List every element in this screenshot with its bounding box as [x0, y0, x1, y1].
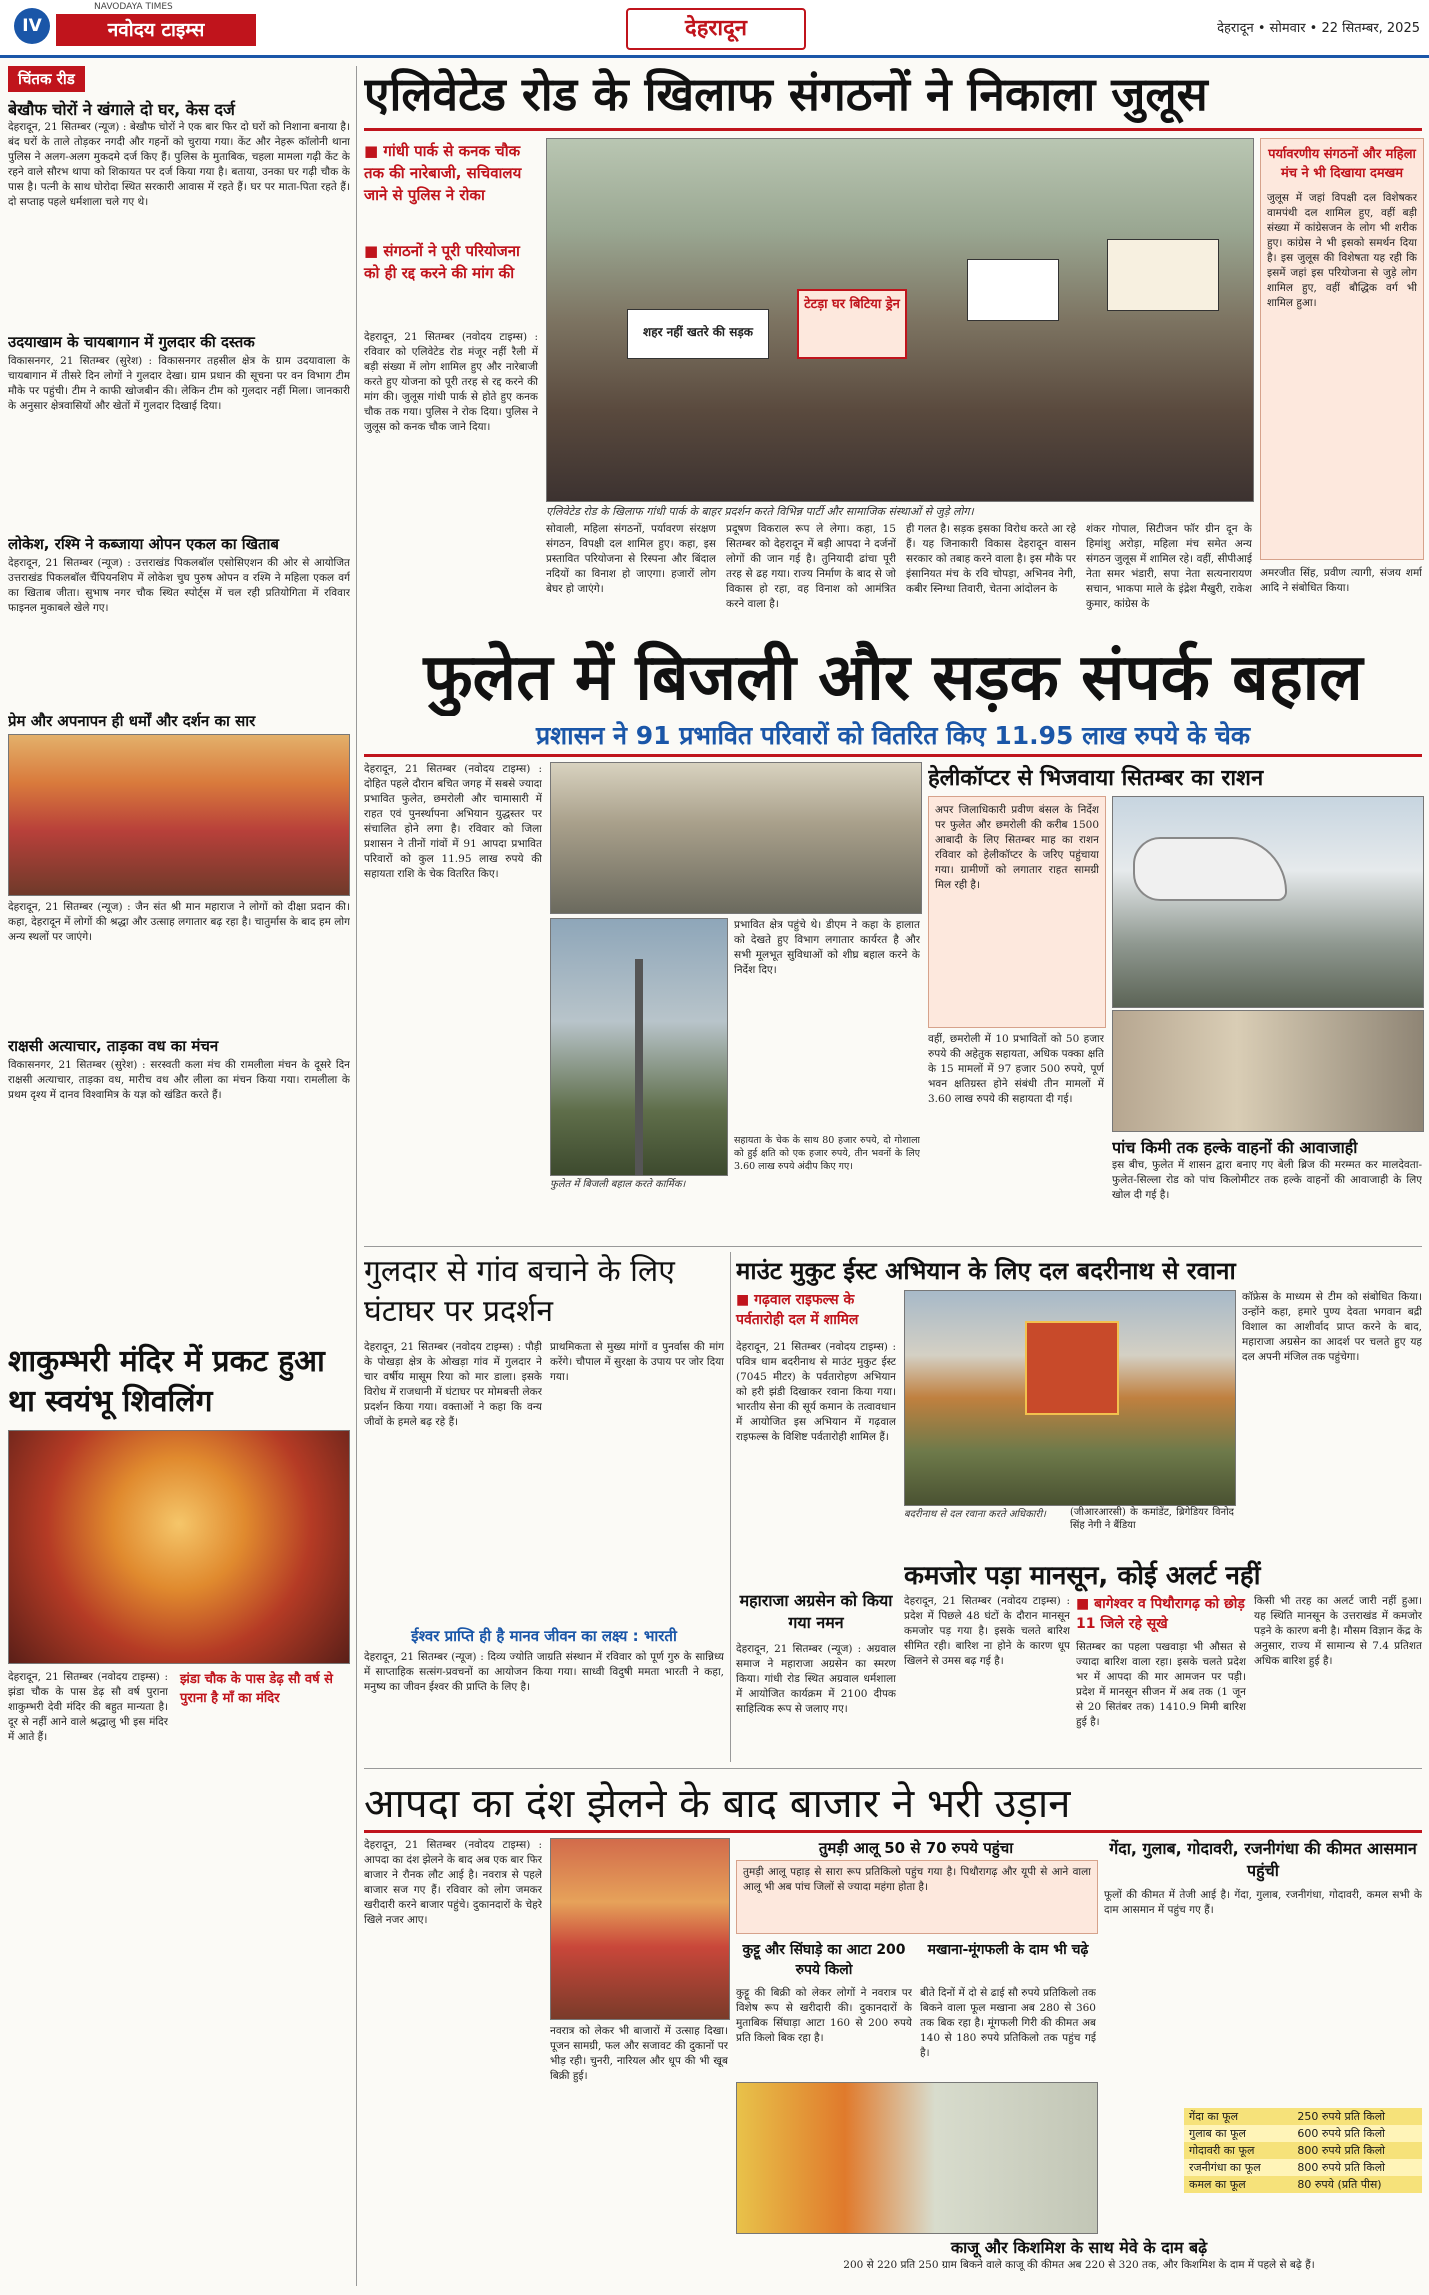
kuttu-body: कुट्टू की बिक्री को लेकर लोगों ने नवरात्र पर विशेष रूप से खरीदारी की। दुकानदारों के मुताबिक सिंघाड़ा आटा 160 से 200 रुपये प्रति किलो बिक रहा है।	[736, 1987, 912, 2044]
story-leopard-body: विकासनगर, 21 सितम्बर (सुरेश) : विकासनगर तहसील क्षेत्र के ग्राम उदयावाला के चायबागान में तीसरे दिन लोगों ने गुलदार देखा। ग्राम प्रधान की सूचना पर वन विभाग टीम मौके पर पहुंची। टीम ने काफी खोजबीन की। लेकिन टीम को गुलदार नहीं मिला। जानकारी के अनुसार क्षेत्रवासियों और खेतों में गुलदार दिखाई दिया।	[8, 355, 350, 412]
story-pickleball-body: देहरादून, 21 सितम्बर (न्यूज) : उत्तराखंड पिकलबॉल एसोसिएशन की ओर से आयोजित उत्तराखंड पिकलबॉल चैंपियनशिप में लोकेश चुघ पुरुष ओपन व रश्मि ने महिला एकल वर्ग का खिताब जीता। सुभाष नगर चौक स्थित स्पोर्ट्स में चल रही प्रतियोगिता में रविवार फाइनल मुकाबले खेले गए।	[8, 557, 350, 614]
lead-headline: एलिवेटेड रोड के खिलाफ संगठनों ने निकाला जुलूस	[364, 67, 1208, 121]
price-value: 800 रुपये प्रति किलो	[1297, 2161, 1386, 2174]
brand-small: NAVODAYA TIMES	[94, 2, 173, 12]
kuttu-headline: कुट्टू और सिंघाड़े का आटा 200 रुपये किलो	[742, 1942, 906, 1978]
story-thieves-body: देहरादून, 21 सितम्बर (न्यूज) : बेखौफ चोरों ने एक बार फिर दो घरों को निशाना बनाया है। बंद घरों के ताले तोड़कर नगदी और गहनों को चुराया गया। केंट और नेहरू कॉलोनी थाना पुलिस ने अलग-अलग मुकदमे दर्ज किए हैं। पुलिस के मुताबिक, चहला मामला गढ़ी केंट के रहने वाले सौरभ थापा को शिकायत पर दर्ज किया गया है। बताया, उनका घर गढ़ी चौक के पास है। पत्नी के साथ घोरोदा स्थित सरकारी आवास में रहते हैं। घर पर माता-पिता रहते हैं। दो सप्ताह पहले धर्मशाला चले गए थे।	[8, 121, 350, 208]
protest-photo-caption: एलिवेटेड रोड के खिलाफ गांधी पार्क के बाहर प्रदर्शन करते विभिन्न पार्टी और सामाजिक संस्थाओं से जुड़े लोग।	[546, 505, 974, 518]
market-body: देहरादून, 21 सितम्बर (नवोदय टाइम्स) : आपदा का दंश झेलने के बाद अब एक बार फिर बाजार ने रौनक लौट आई है। नवरात्र से पहले बाजार सज गए हैं। रविवार को लोग जमकर खरीदारी करने बाजार पहुंचे। दुकानदारों के चेहरे खिले नजर आए।	[364, 1839, 542, 1926]
protest-banner-3	[967, 259, 1059, 321]
table-row	[1184, 2125, 1422, 2142]
helicopter-photo	[1112, 796, 1424, 1008]
heavy-vehicles-body: इस बीच, फुलेत में शासन द्वारा बनाए गए बेली ब्रिज की मरम्मत कर मालदेवता-फुलेत-सिल्ला रोड को पांच किलोमीटर तक हल्के वाहनों की आवाजाही के लिए खोल दी गई है।	[1112, 1159, 1422, 1201]
protest-banner-1: टेटड़ा घर बिटिया ड्रेन	[797, 289, 907, 359]
monsoon-body-2: सितम्बर का पहला पखवाड़ा भी औसत से ज्यादा बारिश वाला रहा। इसके चलते प्रदेश भर में आपदा की मार आमजन पर पड़ी। प्रदेश में मानसून सीजन में अब तक (1 जून से 20 सितंबर तक) 1410.9 मिमी बारिश हुई है।	[1076, 1641, 1246, 1728]
helicopter-sidebar	[928, 796, 1106, 1028]
story-pickleball-headline: लोकेश, रश्मि ने कब्जाया ओपन एकल का खिताब	[8, 535, 279, 553]
cheque-distribution-photo	[550, 762, 922, 914]
story-shakumbhari-subhead: झंडा चौक के पास डेढ़ सौ वर्ष से पुराना है माँ का मंदिर	[180, 1672, 333, 1706]
story-ramlila-headline: राक्षसी अत्याचार, ताड़का वध का मंचन	[8, 1037, 219, 1055]
mukut-body: देहरादून, 21 सितम्बर (नवोदय टाइम्स) : पवित्र धाम बदरीनाथ से माउंट मुकुट ईस्ट (7045 मीटर) के पर्वतारोहण अभियान को हरी झंडी दिखाकर रवाना किया गया। भारतीय सेना की सूर्य कमान के तत्वावधान में आयोजित इस अभियान में गढ़वाल राइफल्स के विशिष्ट पर्वतारोही शामिल हैं।	[736, 1341, 896, 1443]
fulet-rule	[364, 754, 1422, 757]
price-item: रजनीगंधा का फूल	[1189, 2161, 1261, 2174]
monsoon-body: देहरादून, 21 सितम्बर (नवोदय टाइम्स) : प्रदेश में पिछले 48 घंटों के दौरान मानसून कमजोर पड़ गया है। इसके चलते बारिश सीमित रही। बारिश ना होने के कारण धूप खिलने से उमस बढ़ गई है।	[904, 1595, 1070, 1667]
story-love-body: देहरादून, 21 सितम्बर (न्यूज) : जैन संत श्री मान महाराज ने लोगों को दीक्षा प्रदान की। कहा, देहरादून में लोगों की श्रद्धा और उत्साह लगातार बढ़ रहा है। चातुर्मास के बाद हम लोग अन्य स्थलों पर जाएंगे।	[8, 901, 350, 943]
mid-section-rule	[364, 1246, 1422, 1247]
makhana-headline: मखाना-मूंगफली के दाम भी चढ़े	[927, 1942, 1089, 1958]
ration-photo	[1112, 1010, 1424, 1132]
lead-sidebar	[1260, 138, 1424, 560]
monsoon-headline: कमजोर पड़ा मानसून, कोई अलर्ट नहीं	[904, 1561, 1261, 1591]
dry-fruit-body: 200 से 220 प्रति 250 ग्राम बिकने वाले काजू की कीमत अब 220 से 320 तक, और किशमिश के दाम में पहले से बढ़े हैं।	[843, 2259, 1315, 2271]
story-ramlila-body: विकासनगर, 21 सितम्बर (सुरेश) : सरस्वती कला मंच की रामलीला मंचन के दूसरे दिन राक्षसी अत्याचार, ताड़का वध, मारीच वध और लीला का मंचन किया गया। रामलीला के प्रथम दृश्य में दानव विश्वामित्र के यज्ञ को खंडित करते हैं।	[8, 1059, 350, 1101]
lead-body-4: ही गलत है। सड़क इसका विरोध करते आ रहे हैं। यह जिनाकारी विकास देहरादून वासन सरकार को तबाह करने वाला है। इस मौके पर इंसानियत मंच के रवि चोपड़ा, अभिनव नेगी, कबीर स्निग्धा तिवारी, चेतना आंदोलन के	[906, 523, 1076, 595]
helicopter-body: अपर जिलाधिकारी प्रवीण बंसल के निर्देश पर फुलेत और छमरोली की करीब 1500 आबादी के लिए सितम्बर माह का राशन रविवार को हेलीकॉप्टर के जरिए पहुंचाया गया। ग्रामीणों को लगातार राहत सामग्री मिल रही है।	[935, 804, 1099, 891]
price-item: गेंदा का फूल	[1189, 2110, 1239, 2123]
lead-body-5: शंकर गोपाल, सिटीजन फॉर ग्रीन दून के हिमांशु अरोड़ा, महिला मंच समेत अन्य संगठन जुलूस में शामिल रहे। वहीं, सीपीआई नेता समर भंडारी, सपा नेता सत्यनारायण सचान, भाकपा माले के इंद्रेश मैखुरी, राकेश कुमार, कांग्रेस के	[1086, 523, 1252, 610]
page-number: IV	[14, 8, 50, 44]
market-photo	[550, 1838, 730, 2020]
market-body-2: नवरात्र को लेकर भी बाजारों में उत्साह दिखा। पूजन सामग्री, फल और सजावट की दुकानों पर भीड़ रही। चुनरी, नारियल और धूप की भी खूब बिक्री हुई।	[550, 2025, 728, 2082]
protest-photo	[546, 138, 1254, 502]
mukut-kicker-text: गढ़वाल राइफल्स के पर्वतारोही दल में शामिल	[736, 1292, 859, 1328]
table-row	[1184, 2159, 1422, 2176]
fulet-subhead: प्रशासन ने 91 प्रभावित परिवारों को वितरित किए 11.95 लाख रुपये के चेक	[535, 721, 1251, 750]
lead-sidebar-headline: पर्यावरणीय संगठनों और महिला मंच ने भी दिखाया दमखम	[1268, 147, 1416, 181]
guldar-headline: गुलदार से गांव बचाने के लिए घंटाघर पर प्रदर्शन	[364, 1254, 675, 1329]
protest-banner-2: शहर नहीं खतरे की सड़क	[627, 309, 769, 359]
story-love-headline: प्रेम और अपनापन ही धर्मों और दर्शन का सार	[8, 712, 256, 730]
lead-body: देहरादून, 21 सितम्बर (नवोदय टाइम्स) : रविवार को एलिवेटेड रोड मंजूर नहीं रैली में बड़ी संख्या में लोग शामिल हुए और नारेबाजी करते हुए योजना को पूरी तरह से रद्द करने की मांग की। जुलूस गांधी पार्क से होते हुए कनक चौक तक गया। पुलिस ने रोक दिया। पुलिस ने जुलूस को कनक चौक जाने दिया।	[364, 331, 538, 433]
monsoon-kicker: ■ बागेश्वर व पिथौरागढ़ को छोड़ 11 जिले रहे सूखे	[1076, 1596, 1245, 1632]
helicopter-headline: हेलीकॉप्टर से भिजवाया सितम्बर का राशन	[928, 766, 1264, 791]
masthead-rule	[0, 55, 1429, 58]
lead-kicker-1: ■ गांधी पार्क से कनक चौक तक की नारेबाजी, सचिवालय जाने से पुलिस ने रोका	[364, 142, 522, 204]
mukut-caption-2: (जीआरआरसी) के कमांडेंट, ब्रिगेडियर विनोद सिंह नेगी ने बैंडिया	[1070, 1507, 1234, 1531]
left-column-rule	[356, 66, 357, 2286]
jain-gathering-photo	[8, 734, 350, 896]
guldar-rule	[730, 1252, 731, 1762]
fulet-headline: फुलेत में बिजली और सड़क संपर्क बहाल	[423, 641, 1363, 715]
lead-headline-rule	[364, 128, 1422, 131]
fulet-body-1: देहरादून, 21 सितम्बर (नवोदय टाइम्स) : दोहित पहले दौरान बचित जगह में सबसे ज्यादा प्रभावित फुलेत, छमरोली और चामासारी में राहत एवं पुनर्स्थापना अभियान युद्धस्तर पर संचालित होने लगा है। रविवार को जिला प्रशासन ने तीनों गांवों में 91 आपदा प्रभावित परिवारों को कुल 11.95 लाख रुपये की सहायता राशि के चेक वितरित किए।	[364, 763, 542, 880]
guldar-body: देहरादून, 21 सितम्बर (नवोदय टाइम्स) : पौड़ी के पोखड़ा क्षेत्र के ओखड़ा गांव में गुलदार ने चार वर्षीय मासूम रिया को मार डाला। इसके विरोध में राजधानी में घंटाघर पर मोमबत्ती लेकर प्रदर्शन किया गया। वक्ताओं ने कहा कि वन्य जीवों के हमले बढ़ रहे हैं।	[364, 1341, 542, 1428]
price-item: गुलाब का फूल	[1189, 2127, 1247, 2140]
price-table	[1184, 2108, 1422, 2193]
lead-body-3: प्रदूषण विकराल रूप ले लेगा। कहा, 15 सितम्बर को देहरादून में बड़ी आपदा ने दर्जनों लोगों की जान गई है। तुनियादी ढांचा पूरी तरह से ढह गया। राज्य निर्माण के बाद से जो विकास हो रहा, वह विनाश को आमंत्रित करने वाला है।	[726, 523, 896, 610]
monsoon-kicker-text: बागेश्वर व पिथौरागढ़ को छोड़ 11 जिले रहे सूखे	[1076, 1596, 1245, 1632]
fulet-body-2: प्रभावित क्षेत्र पहुंचे थे। डीएम ने कहा के हालात को देखते हुए विभाग लगातार कार्यरत है और सभी मूलभूत सुविधाओं को शीघ्र बहाल करने के निर्देश दिए।	[734, 919, 920, 976]
lead-kicker-2-text: संगठनों ने पूरी परियोजना को ही रद्द करने की मांग की	[364, 242, 520, 282]
potato-body: तुमड़ी आलू पहाड़ से सारा रूप प्रतिकिलो पहुंच गया है। पिथौरागढ़ और यूपी से आने वाला आलू भी अब पांच जिलों से ज्यादा महंगा होता है।	[743, 1866, 1091, 1893]
table-row	[1184, 2142, 1422, 2159]
flower-headline: गेंदा, गुलाब, गोदावरी, रजनीगंधा की कीमत आसमान पहुंची	[1109, 1839, 1417, 1880]
bharti-headline: ईश्वर प्राप्ति ही है मानव जीवन का लक्ष्य : भारती	[411, 1627, 677, 1645]
flower-body: फूलों की कीमत में तेजी आई है। गेंदा, गुलाब, रजनीगंधा, गोदावरी, कमल सभी के दाम आसमान में पहुंच गए हैं।	[1104, 1889, 1422, 1916]
potato-headline: तुमड़ी आलू 50 से 70 रुपये पहुंचा	[818, 1839, 1014, 1857]
mukut-body-2: कॉफ्रेस के माध्यम से टीम को संबोधित किया। उन्होंने कहा, हमारे पुण्य देवता भगवान बद्री विशाल का आशीर्वाद प्राप्त करने के बाद, महाराजा अग्रसेन का आदर्श पर चलते हुए यह दल अपनी मंजिल तक पहुंचेगा।	[1242, 1291, 1422, 1363]
story-thieves-headline: बेखौफ चोरों ने खंगाले दो घर, केस दर्ज	[8, 100, 235, 119]
price-value: 250 रुपये प्रति किलो	[1297, 2110, 1386, 2123]
column-label-text: चिंतक रीड	[8, 66, 85, 92]
potato-box	[736, 1860, 1098, 1934]
lead-sidebar-tail: अमरजीत सिंह, प्रवीण त्यागी, संजय शर्मा आदि ने संबोधित किया।	[1260, 567, 1422, 594]
masthead	[0, 0, 1429, 58]
agrasen-body: देहरादून, 21 सितम्बर (न्यूज) : अग्रवाल समाज ने महाराजा अग्रसेन का स्मरण किया। गांधी रोड स्थित अग्रवाल धर्मशाला में आयोजित कार्यक्रम में 2100 दीपक साहित्यिक रूप से जलाए गए।	[736, 1643, 896, 1715]
table-row	[1184, 2176, 1422, 2193]
lead-sidebar-body: जुलूस में जहां विपक्षी दल विशेषकर वामपंथी दल शामिल हुए, वहीं बड़ी संख्या में कांग्रेसजन के लोग भी शरीक हुए। कांग्रेस ने भी इसको समर्थन दिया है। इस जुलूस की विशेषता यह रही कि इसमें जहां इस परियोजना से जुड़े लोग शामिल हुए, वहीं बौद्धिक वर्ग भी शामिल हुआ।	[1267, 192, 1417, 309]
price-value: 600 रुपये प्रति किलो	[1297, 2127, 1386, 2140]
badrinath-photo-caption: बदरीनाथ से दल रवाना करते अधिकारी।	[904, 1509, 1046, 1520]
story-leopard-headline: उदयाखाम के चायबागान में गुलदार की दस्तक	[8, 333, 255, 351]
brand-logo: नवोदय टाइम्स	[56, 14, 256, 46]
price-item: गोदावरी का फूल	[1189, 2144, 1255, 2157]
electric-pole-photo	[550, 918, 728, 1176]
lead-kicker-2: ■ संगठनों ने पूरी परियोजना को ही रद्द करने की मांग की	[364, 242, 520, 282]
electric-pole-caption: फुलेत में बिजली बहाल करते कार्मिक।	[550, 1179, 686, 1190]
table-row	[1184, 2108, 1422, 2125]
dry-fruit-headline: काजू और किशमिश के साथ मेवे के दाम बढ़े	[950, 2238, 1208, 2257]
lead-body-2: सोवाली, महिला संगठनों, पर्यावरण संरक्षण संगठन, विपक्षी दल शामिल हुए। कहा, इस प्रस्तावित परियोजना से रिस्पना और बिंदाल नदियों का विनाश हो जाएगा। हजारों लोग बेघर हो जाएंगे।	[546, 523, 716, 595]
market-top-rule	[364, 1768, 1422, 1769]
heavy-vehicles-headline: पांच किमी तक हल्के वाहनों की आवाजाही	[1112, 1138, 1358, 1157]
story-shakumbhari-headline: शाकुम्भरी मंदिर में प्रकट हुआ था स्वयंभू शिवलिंग	[8, 1344, 325, 1419]
dateline: देहरादून • सोमवार • 22 सितम्बर, 2025	[1217, 21, 1420, 36]
helicopter-shape	[1133, 837, 1287, 901]
makhana-body: बीते दिनों में दो से ढाई सौ रुपये प्रतिकिलो तक बिकने वाला फूल मखाना अब 280 से 360 तक बिक रहा है। मूंगफली गिरी की कीमत अब 140 से 180 रुपये प्रतिकिलो तक पहुंच गई है।	[920, 1987, 1096, 2059]
mukut-kicker: ■ गढ़वाल राइफल्स के पर्वतारोही दल में शामिल	[736, 1292, 859, 1328]
price-value: 80 रुपये (प्रति पीस)	[1297, 2178, 1382, 2191]
left-column	[8, 66, 350, 2286]
pole-shape	[635, 959, 643, 1175]
protest-banner-4	[1107, 239, 1219, 311]
fulet-cheque-caption: सहायता के चेक के साथ 80 हजार रुपये, दो गोशाला को हुई क्षति को एक हजार रुपये, तीन भवनों के लिए 3.60 लाख रुपये अंदीप किए गए।	[734, 1135, 920, 1172]
temple-photo	[8, 1430, 350, 1664]
monsoon-body-3: किसी भी तरह का अलर्ट जारी नहीं हुआ। यह स्थिति मानसून के उत्तराखंड में कमजोर पड़ने के कारण बनी है। मौसम विज्ञान केंद्र के अनुसार, राज्य में सामान्य से 7.4 प्रतिशत अधिक बारिश हुई है।	[1254, 1595, 1422, 1667]
story-shakumbhari-body: देहरादून, 21 सितम्बर (नवोदय टाइम्स) : झंडा चौक के पास डेढ़ सौ वर्ष पुराना शाकुम्भरी देवी मंदिर की बहुत मान्यता है। दूर से नहीं आने वाले श्रद्धालु भी इस मंदिर में आते हैं।	[8, 1671, 168, 1743]
price-value: 800 रुपये प्रति किलो	[1297, 2144, 1386, 2157]
bharti-body: देहरादून, 21 सितम्बर (न्यूज) : दिव्य ज्योति जाग्रति संस्थान में रविवार को पूर्ण गुरु के सान्निध्य में साप्ताहिक सत्संग-प्रवचनों का आयोजन किया गया। साध्वी विदुषी ममता भारती ने कहा, मनुष्य का जीवन ईश्वर की प्राप्ति के लिए है।	[364, 1651, 724, 1693]
column-label	[8, 66, 148, 92]
price-item: कमल का फूल	[1189, 2178, 1246, 2191]
temple-facade	[1025, 1321, 1119, 1415]
agrasen-headline: महाराजा अग्रसेन को किया गया नमन	[739, 1591, 893, 1632]
badrinath-photo	[904, 1290, 1236, 1506]
section-name: देहरादून	[626, 8, 806, 50]
market-headline: आपदा का दंश झेलने के बाद बाजार ने भरी उड़ान	[364, 1781, 1071, 1827]
fulet-body-4: वहीं, छमरोली में 10 प्रभावितों को 50 हजार रुपये की अहेतुक सहायता, अधिक पक्का क्षति के 15 मामलों में 97 हजार 500 रुपये, पूर्ण भवन क्षतिग्रस्त होने संबंधी तीन मामलों में 3.60 लाख रुपये की सहायता दी गई।	[928, 1033, 1104, 1105]
market-rule	[364, 1830, 1422, 1833]
lead-kicker-1-text: गांधी पार्क से कनक चौक तक की नारेबाजी, सचिवालय जाने से पुलिस ने रोका	[364, 142, 522, 204]
flowers-photo	[736, 2082, 1098, 2234]
guldar-body-2: प्राथमिकता से मुख्य मांगों व पुनर्वास की मांग करेंगे। चौपाल में सुरक्षा के उपाय पर जोर दिया गया।	[550, 1341, 724, 1383]
mukut-headline: माउंट मुकुट ईस्ट अभियान के लिए दल बदरीनाथ से रवाना	[736, 1257, 1236, 1285]
